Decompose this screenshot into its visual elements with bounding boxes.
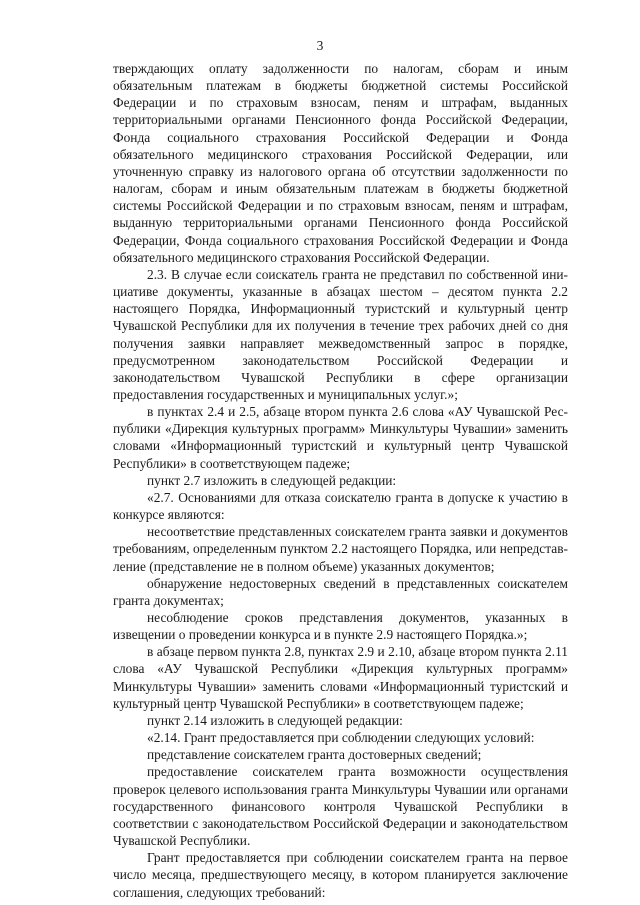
paragraph: несоответствие представленных соискателем гранта заявки и документов требованиям, определенным пунктом 2.2 настоящего Порядка, или непредставление (представление не в полном объеме) указанных документов; — [113, 524, 568, 574]
paragraph: предоставление соискателем гранта возможности осуществления проверок целевого использования гранта Минкультуры Чувашии или органами государственного финансового контроля Чувашской Республики в соответствии с законодательством Российской Федерации и законодательством Чувашской Республики. — [113, 764, 568, 849]
paragraph: Грант предоставляется при соблюдении соискателем гранта на первое число месяца, предшествующего месяцу, в котором планируется заключение соглашения, следующих требований: — [113, 850, 568, 900]
paragraph: пункт 2.7 изложить в следующей редакции: — [147, 472, 397, 488]
page-number: 3 — [316, 38, 324, 53]
paragraph: представление соискателем гранта достоверных сведений; — [147, 747, 482, 763]
paragraph: «2.14. Грант предоставляется при соблюдении следующих условий: — [147, 730, 535, 746]
paragraph: обнаружение недостоверных сведений в представленных соискателем гранта документах; — [113, 575, 568, 608]
paragraph: 2.3. В случае если соискатель гранта не представил по собственной инициативе документы, указанные в абзацах шестом – десятом пункта 2.2 настоящего Порядка, Информационный туристский и культурный центр Чувашской Республики для их получения в течение трех рабочих дней со дня получения заявки направляет межведомственный запрос в порядке, предусмотренном законодательством Российской Федерации и законодательством Чувашской Республики в сфере организации предоставления государственных и муниципальных услуг.»; — [113, 266, 568, 402]
paragraph: в абзаце первом пункта 2.8, пунктах 2.9 и 2.10, абзаце втором пункта 2.11 слова «АУ Чувашской Республики «Дирекция культурных программ» Минкультуры Чувашии» заменить словами «Информационный туристский и культурный центр Чувашской Республики» в соответствующем падеже; — [113, 644, 568, 711]
document-body — [113, 60, 568, 901]
paragraph: пункт 2.14 изложить в следующей редакции: — [147, 712, 403, 728]
paragraph: несоблюдение сроков представления документов, указанных в извещении о проведении конкурса и в пункте 2.9 настоящего Порядка.»; — [113, 610, 568, 643]
paragraph: тверждающих оплату задолженности по налогам, сборам и иным обязательным платежам в бюджеты бюджетной системы Российской Федерации и по страховым взносам, пеням и штрафам, выданных территориальными органами Пенсионного фонда Российской Федерации, Фонда социального страхования Российской Федерации и Фонда обязательного медицинского страхования Российской Федерации, или уточненную справку из налогового органа об отсутствии задолженности по налогам, сборам и иным обязательным платежам в бюджеты бюджетной системы Российской Федерации и по страховым взносам, пеням и штрафам, выданную территориальными органами Пенсионного фонда Российской Федерации, Фонда социального страхования Российской Федерации и Фонда обязательного медицинского страхования Российской Федерации. — [113, 61, 568, 265]
paragraph: «2.7. Основаниями для отказа соискателю гранта в допуске к участию в конкурсе являются: — [113, 489, 568, 523]
paragraph: в пунктах 2.4 и 2.5, абзаце втором пункта 2.6 слова «АУ Чувашской Республики «Дирекция культурных программ» Минкультуры Чувашии» заменить словами «Информационный туристский и культурный центр Чувашской Республики» в соответствующем падеже; — [113, 404, 568, 471]
